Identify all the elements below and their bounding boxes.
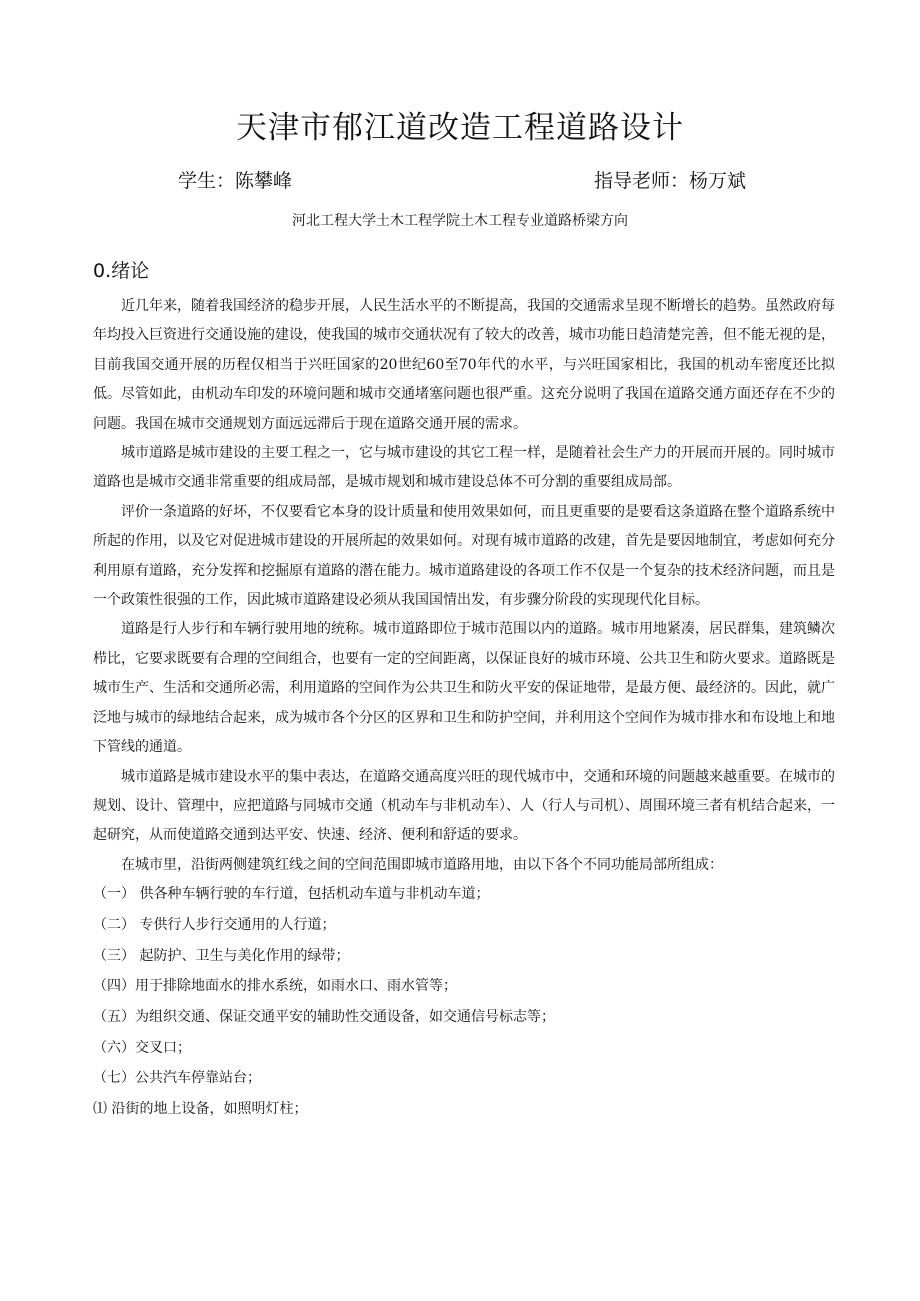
document-title: 天津市郁江道改造工程道路设计 [236, 110, 684, 146]
list-item [93, 1003, 835, 1032]
paragraph: 城市道路是城市建设的主要工程之一，它与城市建设的其它工程一样，是随着社会生产力的开展而开展的。同时城市道路也是城市交通非常重要的组成局部，是城市规划和城市建设总体不可分割的重要组成局部。 [93, 445, 835, 491]
list-item-text: 公共汽车停靠站台； [135, 1070, 261, 1087]
list-item-text: 交叉口； [135, 1039, 191, 1056]
component-list [93, 880, 835, 1124]
paragraph: 在城市里，沿街两侧建筑红线之间的空间范围即城市道路用地，由以下各个不同功能局部所组成： [121, 856, 723, 873]
list-item [93, 942, 835, 971]
list-item-label: （六） [93, 1039, 135, 1056]
list-item [93, 1034, 835, 1063]
paragraph: 城市道路是城市建设水平的集中表达，在道路交通高度兴旺的现代城市中，交通和环境的问题越来越重要。在城市的规划、设计、管理中，应把道路与同城市交通（机动车与非机动车）、人（行人与司机）、周围环境三者有机结合起来，一起研究，从而使道路交通到达平安、快速、经济、便利和舒适的要求。 [93, 768, 835, 844]
list-item-label: （三） [93, 947, 135, 964]
section-heading: 0.绪论 [93, 260, 150, 282]
list-item-text: 用于排除地面水的排水系统，如雨水口、雨水管等； [135, 978, 457, 995]
paragraph: 道路是行人步行和车辆行驶用地的统称。城市道路即位于城市范围以内的道路。城市用地紧凑，居民群集，建筑鳞次栉比，它要求既要有合理的空间组合，也要有一定的空间距离，以保证良好的城市环境、公共卫生和防火要求。道路既是城市生产、生活和交通所必需，利用道路的空间作为公共卫生和防火平安的保证地带，是最方便、最经济的。因此，就广泛地与城市的绿地结合起来，成为城市各个分区的区界和卫生和防护空间，并利用这个空间作为城市排水和布设地上和地下管线的通道。 [93, 621, 835, 756]
list-item [93, 1064, 835, 1093]
advisor-name: 指导老师：杨万斌 [593, 170, 746, 192]
list-item-label: （二） [93, 916, 135, 933]
paragraph: 近几年来，随着我国经济的稳步开展，人民生活水平的不断提高，我国的交通需求呈现不断增长的趋势。虽然政府每年均投入巨资进行交通设施的建设，使我国的城市交通状况有了较大的改善，城市功能日趋清楚完善，但不能无视的是，目前我国交通开展的历程仅相当于兴旺国家的20世纪60至70年代的水平，与兴旺国家相比，我国的机动车密度还比拟低。尽管如此，由机动车印发的环境问题和城市交通堵塞问题也很严重。这充分说明了我国在道路交通方面还存在不少的问题。我国在城市交通规划方面远远滞后于现在道路交通开展的需求。 [93, 298, 835, 432]
list-item [93, 972, 835, 1001]
affiliation: 河北工程大学土木工程学院土木工程专业道路桥梁方向 [292, 213, 628, 229]
student-name: 学生：陈攀峰 [178, 170, 293, 192]
list-item [93, 911, 835, 940]
list-item [93, 1095, 835, 1124]
list-item-label: （一） [93, 886, 135, 903]
list-item-text: 起防护、卫生与美化作用的绿带； [139, 947, 350, 964]
paragraph: 评价一条道路的好坏，不仅要看它本身的设计质量和使用效果如何，而且更重要的是要看这条道路在整个道路系统中所起的作用，以及它对促进城市建设的开展所起的效果如何。对现有城市道路的改建，首先是要因地制宜，考虑如何充分利用原有道路，充分发挥和挖掘原有道路的潜在能力。城市道路建设的各项工作不仅是一个复杂的技术经济问题，而且是一个政策性很强的工作，因此城市道路建设必须从我国国情出发，有步骤分阶段的实现现代化目标。 [93, 503, 835, 609]
list-item-label: ⑴ [93, 1101, 107, 1118]
list-item-label: （七） [93, 1070, 135, 1087]
list-item-text: 为组织交通、保证交通平安的辅助性交通设备，如交通信号标志等； [135, 1008, 555, 1025]
author-row [178, 166, 746, 196]
list-item-text: 供各种车辆行驶的车行道，包括机动车道与非机动车道； [139, 886, 490, 903]
list-item [93, 880, 835, 909]
list-item-label: （五） [93, 1008, 135, 1025]
list-item-text: 沿街的地上设备，如照明灯柱； [111, 1101, 308, 1118]
list-item-text: 专供行人步行交通用的人行道； [139, 916, 336, 933]
body-text [93, 292, 835, 1126]
list-item-label: （四） [93, 978, 135, 995]
